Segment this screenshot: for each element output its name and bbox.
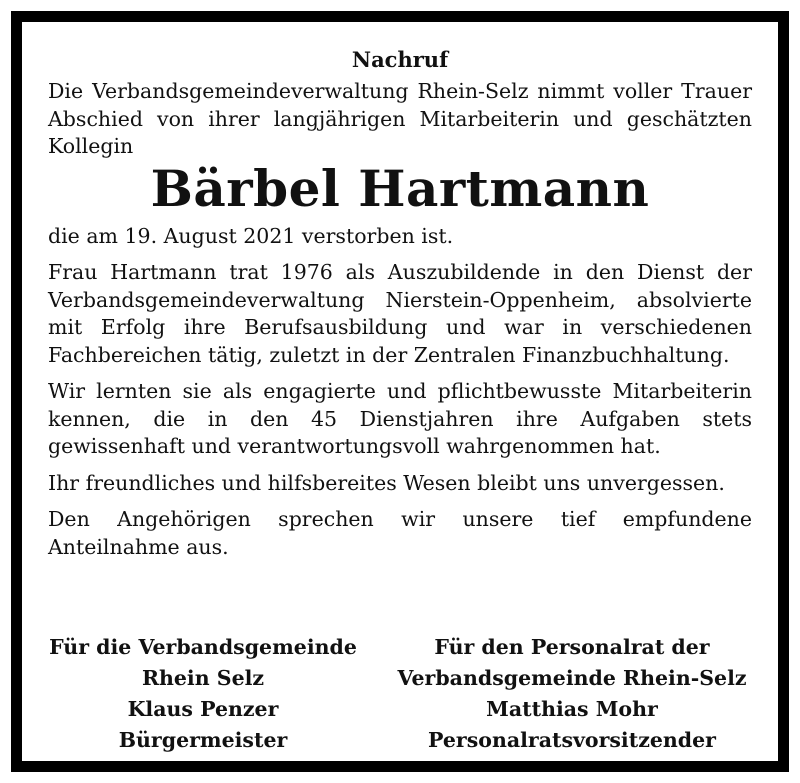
intro-text: Die Verbandsgemeindeverwaltung Rhein-Selz nimmt voller Trauer Abschied von ihrer langjährigen Mitarbeiterin und geschätzten Kollegin xyxy=(48,79,752,158)
signature-left xyxy=(38,632,368,756)
deceased-name: Bärbel Hartmann xyxy=(150,158,650,218)
signature-right-line1: Für den Personalrat der xyxy=(434,635,710,659)
signature-left-line2: Rhein Selz xyxy=(141,666,265,690)
paragraph-condolence: Den Angehörigen sprechen wir unsere tief empfundene Anteilnahme aus. xyxy=(48,507,752,559)
obituary-frame xyxy=(11,11,789,772)
heading: Nachruf xyxy=(351,47,449,72)
signatures xyxy=(48,632,752,756)
signature-left-role: Bürgermeister xyxy=(118,728,288,752)
signature-left-name: Klaus Penzer xyxy=(127,697,279,721)
paragraph-character: Wir lernten sie als engagierte und pflichtbewusste Mitarbeiterin kennen, die in den 45 Dienstjahren ihre Aufgaben stets gewissenhaft und verantwortungsvoll wahrgenommen hat. xyxy=(48,379,752,458)
paragraph-career: Frau Hartmann trat 1976 als Auszubildende in den Dienst der Verbandsgemeindeverwaltung Nierstein-Oppenheim, absolvierte mit Erfolg ihre Berufsausbildung und war in verschiedenen Fachbereichen tätig, zuletzt in der Zentralen Finanzbuchhaltung. xyxy=(48,260,752,367)
paragraph-memory: Ihr freundliches und hilfsbereites Wesen bleibt uns unvergessen. xyxy=(48,470,725,495)
date-line: die am 19. August 2021 verstorben ist. xyxy=(48,223,454,248)
signature-right-line2: Verbandsgemeinde Rhein-Selz xyxy=(397,666,747,690)
signature-right-role: Personalratsvorsitzender xyxy=(428,728,716,752)
obituary-content xyxy=(48,46,752,752)
signature-right-name: Matthias Mohr xyxy=(486,697,658,721)
signature-left-line1: Für die Verbandsgemeinde xyxy=(49,635,357,659)
signature-right xyxy=(382,632,762,756)
